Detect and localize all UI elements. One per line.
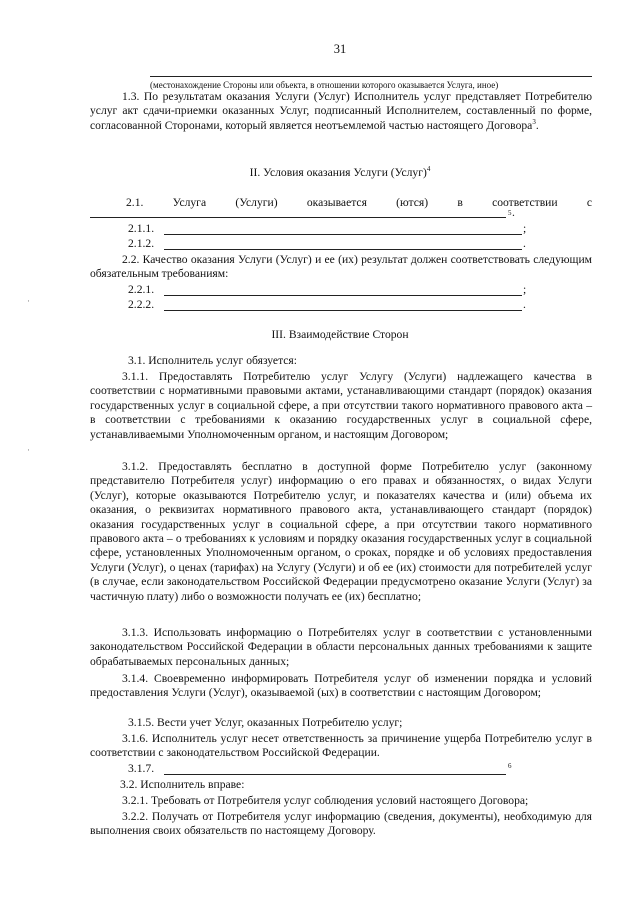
footnote-ref-3: 3 [532,117,536,126]
page-number: 31 [333,42,347,56]
clause-3-1-6: 3.1.6. Исполнитель услуг несет ответственность за причинение ущерба Потребителю услуг в соответствии с законодательством Российской Федерации. [90,732,592,760]
clause-2-1-word: в [457,196,463,209]
footnote-ref-5: 5 [508,209,512,217]
clause-2-1-number: 2.1. [126,196,144,209]
clause-3-2-2: 3.2.2. Получать от Потребителя услуг информацию (сведения, документы), необходимую для выполнения своих обязательств по настоящему Договору. [90,810,592,838]
clause-3-1-5: 3.1.5. Вести учет Услуг, оказанных Потребителю услуг; [128,716,403,729]
clause-2-1-word: (ются) [396,196,429,209]
clause-2-1-2-blank [164,238,522,250]
location-caption: (местонахождение Стороны или объекта, в отношении которого оказывается Услуга, иное) [150,80,499,90]
clause-2-1-word: оказывается [306,196,367,209]
clause-2-1-blank [90,206,506,218]
clause-3-1-1: 3.1.1. Предоставлять Потребителю услуг Услугу (Услуги) надлежащего качества в соответствии с нормативными правовыми актами, устанавливающими стандарт (порядок) оказания государственных услуг в социальной сфере, а при отсутствии такого нормативного правового акта – в соответствии с требованиями к оказанию государственных услуг в социальной сфере, устанавливаемыми Уполномоченным органом, и настоящим Договором; [90,370,592,441]
clause-3-1-7-label: 3.1.7. [128,762,155,775]
clause-2-2: 2.2. Качество оказания Услуги (Услуг) и ее (их) результат должен соответствовать следующим обязательным требованиям: [90,253,592,281]
clause-3-1-4: 3.1.4. Своевременно информировать Потребителя услуг об изменении порядка и условий предоставления Услуги (Услуг), оказываемой (ых) в соответствии с настоящим Договором; [90,672,592,700]
footnote-ref-4: 4 [426,165,431,174]
footnote-ref-6: 6 [508,762,512,770]
clause-1-3-text: 1.3. По результатам оказания Услуги (Услуг) Исполнитель услуг представляет Потребителю услуг акт сдачи-приемки оказанных Услуг, подписанный Исполнителем, составленный по форме, согласованной Сторонами, который является неотъемлемой частью настоящего Договора [90,90,592,132]
caption-rule [150,76,592,77]
clause-2-2-1-blank [164,284,522,296]
clause-2-1-word: (Услуги) [235,196,278,209]
scan-mark: · [27,296,30,306]
clause-2-2-1-end: ; [523,283,527,296]
clause-2-2-2-blank [164,299,522,311]
clause-2-1-word: Услуга [172,196,207,209]
clause-2-1-end: . [512,206,515,219]
clause-2-1-2-label: 2.1.2. [128,237,155,250]
section-2-title [60,166,620,179]
clause-1-3-end: . [535,118,539,132]
clause-2-1-word: соответствии [492,196,558,209]
clause-3-1-3: 3.1.3. Использовать информацию о Потребителях услуг в соответствии с установленными законодательством Российской Федерации в области персональных данных требованиями к защите обрабатываемых персональных данных; [90,626,592,668]
clause-3-1-2: 3.1.2. Предоставлять бесплатно в доступной форме Потребителю услуг (законному представителю Потребителя услуг) информацию о его правах и обязанностях, о видах Услуги (Услуг), которые оказываются Потребителю услуг, и показателях качества и (или) объема их оказания, о реквизитах нормативного правового акта, устанавливающего стандарт (порядок) оказания государственных услуг в социальной сфере, а при отсутствии такого нормативного правового акта – о требованиях к условиям и порядку оказания государственных услуг в социальной сфере, установленных Уполномоченным органом, о сроках, порядке и об условиях предоставления Услуги (Услуг), о ценах (тарифах) на Услугу (Услуги) и об ее (их) стоимости для потребителей услуг (в случае, если законодательством Российской Федерации предусмотрено оказание Услуги (Услуг) за частичную плату) либо о возможности получать ее (их) бесплатно; [90,460,592,603]
section-3-title: III. Взаимодействие Сторон [271,328,409,341]
clause-3-1-7-blank [164,763,506,775]
clause-2-1-1-end: ; [523,222,527,235]
clause-2-2-1-label: 2.2.1. [128,283,155,296]
clause-2-1-1-label: 2.1.1. [128,222,155,235]
clause-2-1-word: с [586,196,592,209]
clause-2-1-2-end: . [523,237,526,250]
clause-3-2: 3.2. Исполнитель вправе: [120,778,245,791]
clause-1-3 [90,90,592,133]
clause-3-1: 3.1. Исполнитель услуг обязуется: [128,354,297,367]
clause-2-1-1-blank [164,223,522,235]
clause-2-2-2-label: 2.2.2. [128,298,155,311]
section-2-title-text: II. Условия оказания Услуги (Услуг) [249,166,427,179]
scan-mark: · [27,445,30,455]
clause-3-2-1: 3.2.1. Требовать от Потребителя услуг соблюдения условий настоящего Договора; [122,794,529,807]
clause-2-2-2-end: . [523,298,526,311]
